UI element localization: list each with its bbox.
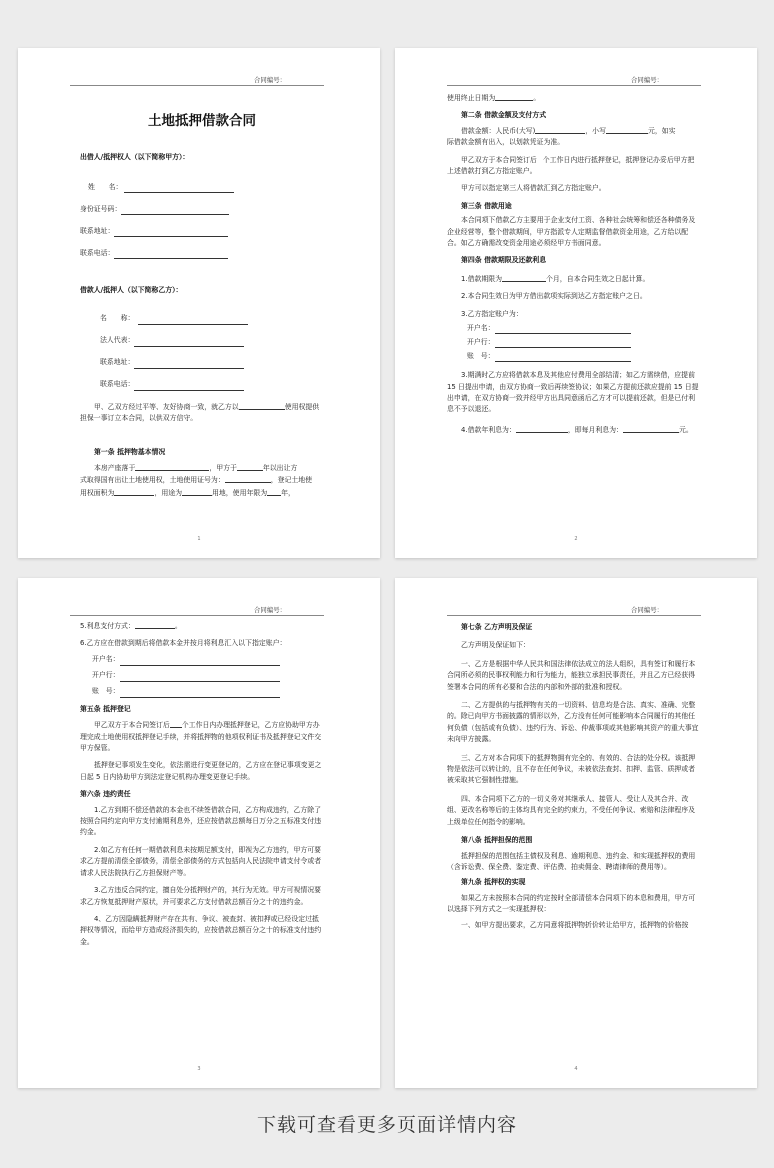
blank-line	[138, 316, 248, 325]
field-label: 开户名：	[92, 655, 120, 664]
blank-line	[114, 487, 154, 496]
party-b-address-row	[100, 347, 324, 369]
blank-line	[114, 250, 228, 259]
article-2-p2	[447, 155, 701, 166]
contract-number-label: 合同编号：	[631, 606, 663, 614]
party-b-heading: 借款人/抵押人（以下简称乙方）：	[80, 286, 183, 295]
blank-line	[120, 689, 280, 698]
interest-payment-line	[80, 620, 324, 632]
article-1-line-3	[80, 487, 324, 499]
field-label: 姓 名：	[88, 183, 123, 191]
text: 甲乙双方于本合同签订后	[461, 155, 537, 164]
article-2-amount-cont: 际借款金额有出入，以划款凭证为准。	[447, 138, 565, 147]
contract-number-label: 合同编号：	[254, 606, 286, 614]
article-1-heading: 第一条 抵押物基本情况	[94, 447, 166, 456]
intro-paragraph-cont: 担保一事订立本合同，以供双方信守。	[80, 414, 198, 423]
text: 甲乙双方于本合同签订后	[94, 721, 170, 730]
page-number: 2	[574, 536, 578, 542]
blank-line	[623, 424, 679, 433]
text: 个工作日内办理抵押登记，乙方应协助甲方办理完成土地使用权抵押登记手续，并将抵押物的他项权利证书及抵押登记文件交甲方保管。	[80, 721, 322, 753]
article-7-item-4: 四、本合同项下乙方的一切义务对其继承人、接管人、受让人及其合并、改组、更改名称等后的主体均具有完全的约束力，不受任何争议、索赔和法律程序及上级单位任何指令的影响。	[447, 794, 696, 826]
account-name-row	[92, 650, 324, 666]
article-6-item-2: 2.如乙方有任何一期借款利息未按期足额支付，即视为乙方违约，甲方可要求乙方提前清偿全部债务，清偿全部债务的方式包括向人民法院申请支付令或者请求人民法院执行乙方担保财产等。	[80, 845, 322, 877]
document-page-4	[395, 578, 757, 1088]
field-label: 开户名：	[467, 323, 495, 332]
page-number: 3	[197, 1066, 201, 1072]
text: 个月，自本合同生效之日起计算。	[546, 274, 650, 283]
text: 年，	[281, 488, 295, 497]
blank-line	[124, 184, 234, 193]
blank-line	[134, 338, 244, 347]
party-b-phone-row	[100, 369, 324, 391]
article-1-line-2	[80, 474, 324, 486]
repayment-account-line: 6.乙方应在借款到期后将借款本金并按月将利息汇入以下指定账户：	[80, 639, 287, 648]
account-number-row	[467, 348, 701, 362]
blank-line	[495, 92, 533, 101]
document-title: 土地抵押借款合同	[148, 113, 256, 129]
text: ，即每月利息为：	[567, 425, 623, 434]
text: ，甲方于	[209, 464, 237, 473]
article-2-amount	[447, 125, 701, 137]
contract-number-label: 合同编号：	[631, 76, 663, 84]
text: 。	[533, 94, 541, 102]
blank-line	[239, 401, 285, 410]
blank-line	[134, 360, 244, 369]
article-5-p2: 抵押登记事项发生变化，依法需进行变更登记的，乙方应在登记事项变更之日起 5 日内协助甲方到法定登记机构办理变更登记手续。	[80, 761, 322, 781]
text: 1.借款期限为	[461, 274, 503, 283]
account-number-row	[92, 682, 324, 698]
blank-line	[114, 228, 228, 237]
field-label: 账 号：	[467, 351, 495, 360]
article-3-text: 本合同项下借款乙方主要用于企业支付工资、各种社会统筹和偿还各种债务及企业经营等，整个借款期间，甲方指派专人定期监督借款资金用途，乙方给以配合。如乙方确需改变资金用途必须经甲方书面同意。	[447, 216, 696, 248]
field-label: 名 称：	[100, 314, 135, 323]
text: 4.借款年利息为：	[461, 425, 516, 434]
blank-line	[495, 353, 631, 362]
blank-line	[135, 462, 209, 471]
article-7-heading: 第七条 乙方声明及保证	[461, 623, 533, 631]
text: 年以出让方	[262, 464, 298, 473]
page-number: 4	[574, 1066, 578, 1072]
article-8-text: 抵押担保的范围包括主债权及利息、逾期利息、违约金、和实现抵押权的费用（含诉讼费、保全费、鉴定费、评估费、拍卖佣金、聘请律师的费用等）。	[447, 851, 696, 871]
field-label: 开户行：	[92, 671, 120, 680]
article-7-intro: 乙方声明及保证如下：	[461, 641, 530, 650]
article-6-heading: 第六条 违约责任	[80, 790, 131, 799]
article-9-item-1: 一、如甲方提出要求，乙方同意将抵押物折价转让给甲方，抵押物的价格按	[461, 920, 689, 929]
contract-number-header	[447, 605, 701, 616]
party-a-name-row	[88, 171, 324, 193]
blank-line	[535, 125, 585, 134]
field-label: 联系地址：	[100, 358, 135, 367]
text: ，登记土地使	[270, 476, 313, 485]
party-b-rep-row	[100, 325, 324, 347]
party-a-heading: 出借人/抵押权人（以下简称甲方）：	[80, 153, 190, 161]
text: 使用终止日期为	[447, 94, 496, 102]
text: 甲、乙双方经过平等、友好协商一致，就乙方以	[94, 402, 239, 411]
contract-number-label: 合同编号：	[254, 76, 286, 84]
party-b-name-row	[100, 303, 324, 325]
text: 个工作日内进行抵押登记，抵押登记办妥后甲方把	[542, 155, 695, 164]
blank-line	[267, 487, 281, 496]
blank-line	[120, 673, 280, 682]
document-page-1	[18, 48, 380, 558]
article-6-item-1: 1.乙方到期不偿还借款的本金也不续签借款合同，乙方构成违约，乙方除了按照合同约定向甲方支付逾期利息外，还应按借款总额每日万分之五标准支付违约金。	[80, 805, 322, 837]
party-a-id-row	[80, 193, 324, 215]
article-4-item-3: 3.乙方指定账户为：	[461, 309, 523, 318]
account-name-row	[467, 320, 701, 334]
text: 使用权提供	[284, 402, 320, 411]
blank-line	[120, 657, 280, 666]
article-5-p1	[80, 719, 324, 754]
article-6-item-4: 4、乙方因隐瞒抵押财产存在共有、争议、被查封、被扣押或已经设定过抵押权等情况，而给甲方造成经济损失的，应按借款总额百分之十的标准支付违约金。	[80, 914, 322, 946]
article-7-item-2: 二、乙方提供的与抵押物有关的一切资料、信息均是合法、真实、准确、完整的。除已向甲方书面披露的情形以外，乙方没有任何可能影响本合同履行的其他任何负债（包括或有负债）、违约行为、诉讼、仲裁事项或其他影响其资产的重大事宜未向甲方披露。	[447, 701, 699, 744]
blank-line	[516, 424, 568, 433]
article-9-heading: 第九条 抵押权的实现	[461, 878, 526, 887]
use-end-date-line	[447, 92, 701, 104]
contract-number-header	[447, 75, 701, 86]
article-4-item-2: 2.本合同生效日为甲方借出款项实际到达乙方指定账户之日。	[461, 292, 647, 301]
field-label: 联系电话：	[80, 249, 115, 257]
text: 元，如实	[647, 126, 676, 135]
text: 用地，使用年限为	[212, 488, 268, 497]
field-label: 联系地址：	[80, 227, 115, 235]
blank-line	[495, 339, 631, 348]
article-2-p3: 甲方可以指定第三人将借款汇到乙方指定账户。	[461, 184, 606, 193]
text: 式取得国有出让土地使用权，土地使用证号为：	[80, 476, 225, 485]
article-3-heading: 第三条 借款用途	[461, 201, 512, 210]
article-5-heading: 第五条 抵押登记	[80, 704, 131, 713]
article-4-heading: 第四条 借款期限及还款利息	[461, 256, 547, 265]
article-7-item-3: 三、乙方对本合同项下的抵押物拥有完全的、有效的、合法的处分权。该抵押物是依法可以转让的，且不存在任何争议，未被依法查封、扣押、监管、质押或者被采取其它强制性措施。	[447, 753, 696, 785]
blank-line	[495, 325, 631, 334]
document-page-3	[18, 578, 380, 1088]
article-4-item-4	[447, 424, 701, 436]
blank-line	[225, 474, 271, 483]
account-bank-row	[92, 666, 324, 682]
account-bank-row	[467, 334, 701, 348]
article-1-line-1	[80, 462, 324, 474]
blank-line	[134, 382, 244, 391]
party-a-address-row	[80, 215, 324, 237]
text: 借款金额：人民币(大写)	[461, 126, 536, 135]
intro-paragraph	[80, 401, 324, 413]
field-label: 法人代表：	[100, 336, 135, 345]
article-9-text: 如果乙方未按照本合同的约定按时全部清偿本合同项下的本息和费用，甲方可以选择下列方式之一实现抵押权：	[447, 893, 696, 914]
document-page-2	[395, 48, 757, 558]
field-label: 身份证号码：	[80, 205, 122, 213]
article-6-item-3: 3.乙方违反合同约定，擅自处分抵押财产的，其行为无效。甲方可视情况要求乙方恢复抵押财产原状，并可要求乙方支付借款总额百分之十的违约金。	[80, 886, 322, 906]
download-caption: 下载可查看更多页面详情内容	[256, 1114, 517, 1136]
blank-line	[170, 719, 182, 728]
blank-line	[121, 206, 229, 215]
text: ，用途为	[154, 488, 183, 497]
text: 。	[174, 622, 182, 630]
party-a-phone-row	[80, 237, 324, 259]
blank-line	[182, 487, 212, 496]
text: 5.利息支付方式：	[80, 622, 135, 630]
field-label: 联系电话：	[100, 380, 135, 389]
blank-line	[237, 462, 263, 471]
contract-number-header	[70, 605, 324, 616]
text: 本房产座落于	[94, 464, 136, 473]
article-4-item-3b: 3.期满时乙方应将借款本息及其他应付费用全部结清；如乙方需续借，应提前 15 日提出申请，由双方协商一致后再续签协议；如果乙方提前还款应提前 15 日提出申请，在双方协商一致并经甲方出具同意函后乙方才可以提前还款，但是已付利息不予以退还。	[447, 371, 699, 414]
field-label: 账 号：	[92, 687, 120, 696]
text: 用权面积为	[80, 488, 115, 497]
contract-number-header	[70, 75, 324, 86]
article-2-p2-cont: 上述借款打到乙方指定账户。	[447, 167, 537, 176]
blank-line	[135, 620, 175, 629]
article-7-item-1: 一、乙方是根据中华人民共和国法律依法成立的法人组织，具有签订和履行本合同所必须的民事权利能力和行为能力，能独立承担民事责任，并且乙方已经获得签署本合同的所有必要和合法的内部和外部的批准和授权。	[447, 659, 696, 691]
article-4-item-1	[447, 273, 701, 285]
blank-line	[606, 125, 648, 134]
text: ，小写	[585, 126, 606, 135]
article-2-heading: 第二条 借款金额及支付方式	[461, 111, 547, 120]
article-8-heading: 第八条 抵押担保的范围	[461, 836, 533, 845]
text: 元。	[678, 425, 693, 434]
field-label: 开户行：	[467, 337, 495, 346]
blank-line	[502, 273, 546, 282]
page-number: 1	[197, 536, 201, 542]
